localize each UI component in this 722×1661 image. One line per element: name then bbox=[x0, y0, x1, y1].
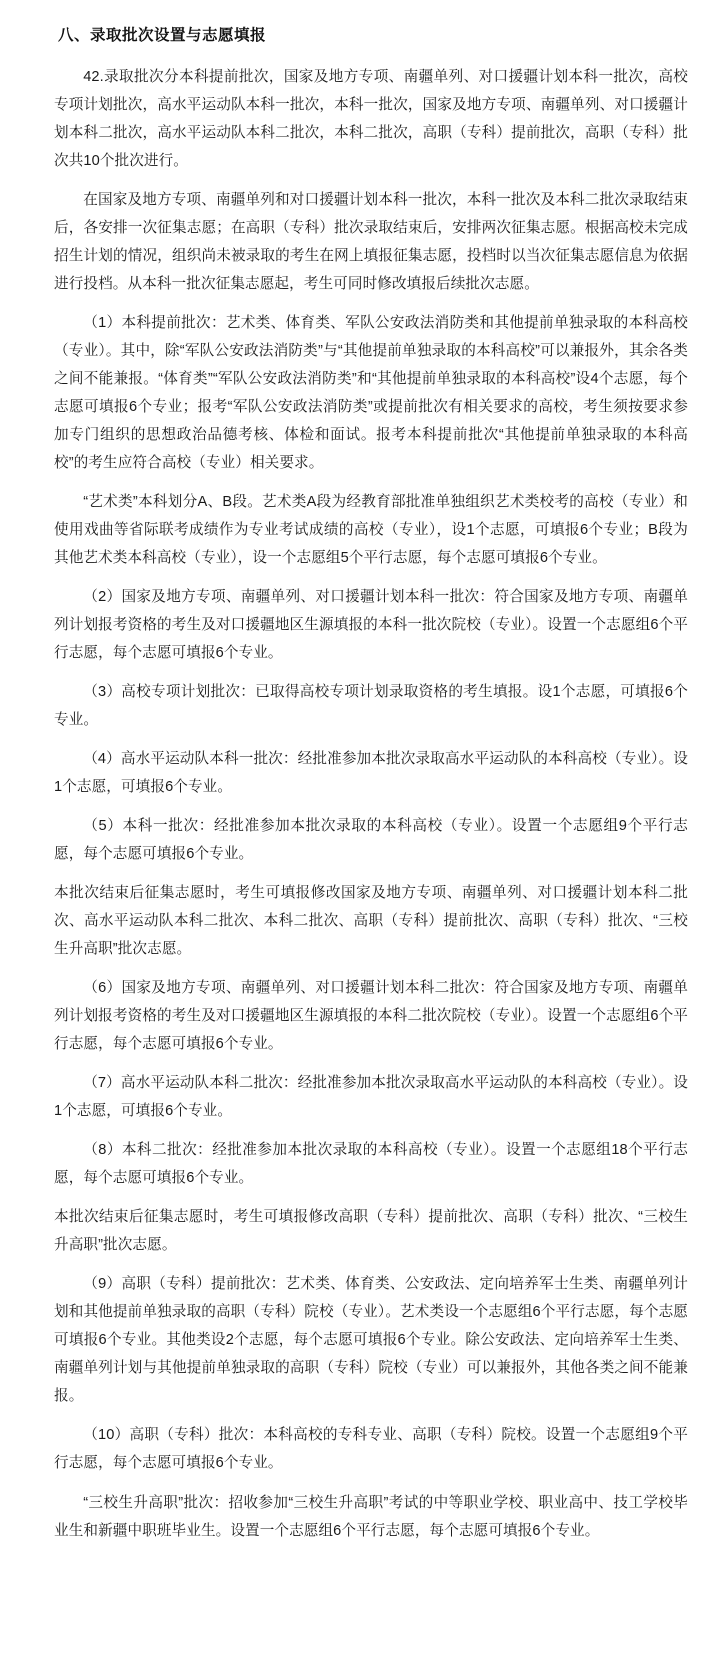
paragraph-batch-6: （6）国家及地方专项、南疆单列、对口援疆计划本科二批次：符合国家及地方专项、南疆单列计划报考资格的考生及对口援疆地区生源填报的本科二批次院校（专业）。设置一个志愿组6个平行志愿，每个志愿可填报6个专业。 bbox=[54, 980, 688, 1053]
paragraph-batch-1: （1）本科提前批次：艺术类、体育类、军队公安政法消防类和其他提前单独录取的本科高校（专业）。其中，除“军队公安政法消防类”与“其他提前单独录取的本科高校”可以兼报外，其余各类之间不能兼报。“体育类”“军队公安政法消防类”和“其他提前单独录取的本科高校”设4个志愿，每个志愿可填报6个专业；报考“军队公安政法消防类”或提前批次有相关要求的高校，考生须按要求参加专门组织的思想政治品德考核、体检和面试。报考本科提前批次“其他提前单独录取的本科高校”的考生应符合高校（专业）相关要求。 bbox=[54, 314, 688, 471]
paragraph-batch-5: （5）本科一批次：经批准参加本批次录取的本科高校（专业）。设置一个志愿组9个平行志愿，每个志愿可填报6个专业。 bbox=[54, 818, 688, 863]
paragraph-batch-2: （2）国家及地方专项、南疆单列、对口援疆计划本科一批次：符合国家及地方专项、南疆单列计划报考资格的考生及对口援疆地区生源填报的本科一批次院校（专业）。设置一个志愿组6个平行志愿，每个志愿可填报6个专业。 bbox=[54, 589, 688, 662]
paragraph-art-segments: “艺术类”本科划分A、B段。艺术类A段为经教育部批准单独组织艺术类校考的高校（专业）和使用戏曲等省际联考成绩作为专业考试成绩的高校（专业），设1个志愿，可填报6个专业；B段为其他艺术类本科高校（专业），设一个志愿组5个平行志愿，每个志愿可填报6个专业。 bbox=[54, 494, 688, 567]
paragraph-batch-4: （4）高水平运动队本科一批次：经批准参加本批次录取高水平运动队的本科高校（专业）。设1个志愿，可填报6个专业。 bbox=[54, 751, 688, 796]
page-title: 八、录取批次设置与志愿填报 bbox=[58, 27, 267, 44]
paragraph-batch-9: （9）高职（专科）提前批次：艺术类、体育类、公安政法、定向培养军士生类、南疆单列计划和其他提前单独录取的高职（专科）院校（专业）。艺术类设一个志愿组6个平行志愿，每个志愿可填报6个专业。其他类设2个志愿，每个志愿可填报6个专业。除公安政法、定向培养军士生类、南疆单列计划与其他提前单独录取的高职（专科）院校（专业）可以兼报外，其他各类之间不能兼报。 bbox=[54, 1276, 688, 1405]
paragraph-batch-5-note: 本批次结束后征集志愿时，考生可填报修改国家及地方专项、南疆单列、对口援疆计划本科二批次、高水平运动队本科二批次、本科二批次、高职（专科）提前批次、高职（专科）批次、“三校生升高职”批次志愿。 bbox=[54, 885, 688, 958]
paragraph-batch-3: （3）高校专项计划批次：已取得高校专项计划录取资格的考生填报。设1个志愿，可填报6个专业。 bbox=[54, 684, 688, 729]
paragraph-collected-volunteer: 在国家及地方专项、南疆单列和对口援疆计划本科一批次，本科一批次及本科二批次录取结束后，各安排一次征集志愿；在高职（专科）批次录取结束后，安排两次征集志愿。根据高校未完成招生计划的情况，组织尚未被录取的考生在网上填报征集志愿，投档时以当次征集志愿信息为依据进行投档。从本科一批次征集志愿起，考生可同时修改填报后续批次志愿。 bbox=[54, 191, 688, 292]
paragraph-batch-7: （7）高水平运动队本科二批次：经批准参加本批次录取高水平运动队的本科高校（专业）。设1个志愿，可填报6个专业。 bbox=[54, 1075, 688, 1120]
paragraph-batch-10: （10）高职（专科）批次：本科高校的专科专业、高职（专科）院校。设置一个志愿组9个平行志愿，每个志愿可填报6个专业。 bbox=[54, 1427, 688, 1472]
paragraph-42: 42.录取批次分本科提前批次，国家及地方专项、南疆单列、对口援疆计划本科一批次，高校专项计划批次，高水平运动队本科一批次，本科一批次，国家及地方专项、南疆单列、对口援疆计划本科二批次，高水平运动队本科二批次，本科二批次，高职（专科）提前批次，高职（专科）批次共10个批次进行。 bbox=[54, 68, 688, 169]
paragraph-batch-8: （8）本科二批次：经批准参加本批次录取的本科高校（专业）。设置一个志愿组18个平行志愿，每个志愿可填报6个专业。 bbox=[54, 1142, 688, 1187]
paragraph-batch-8-note: 本批次结束后征集志愿时，考生可填报修改高职（专科）提前批次、高职（专科）批次、“三校生升高职”批次志愿。 bbox=[54, 1209, 688, 1254]
paragraph-sanxiaosheng: “三校生升高职”批次：招收参加“三校生升高职”考试的中等职业学校、职业高中、技工学校毕业生和新疆中职班毕业生。设置一个志愿组6个平行志愿，每个志愿可填报6个专业。 bbox=[54, 1494, 688, 1539]
